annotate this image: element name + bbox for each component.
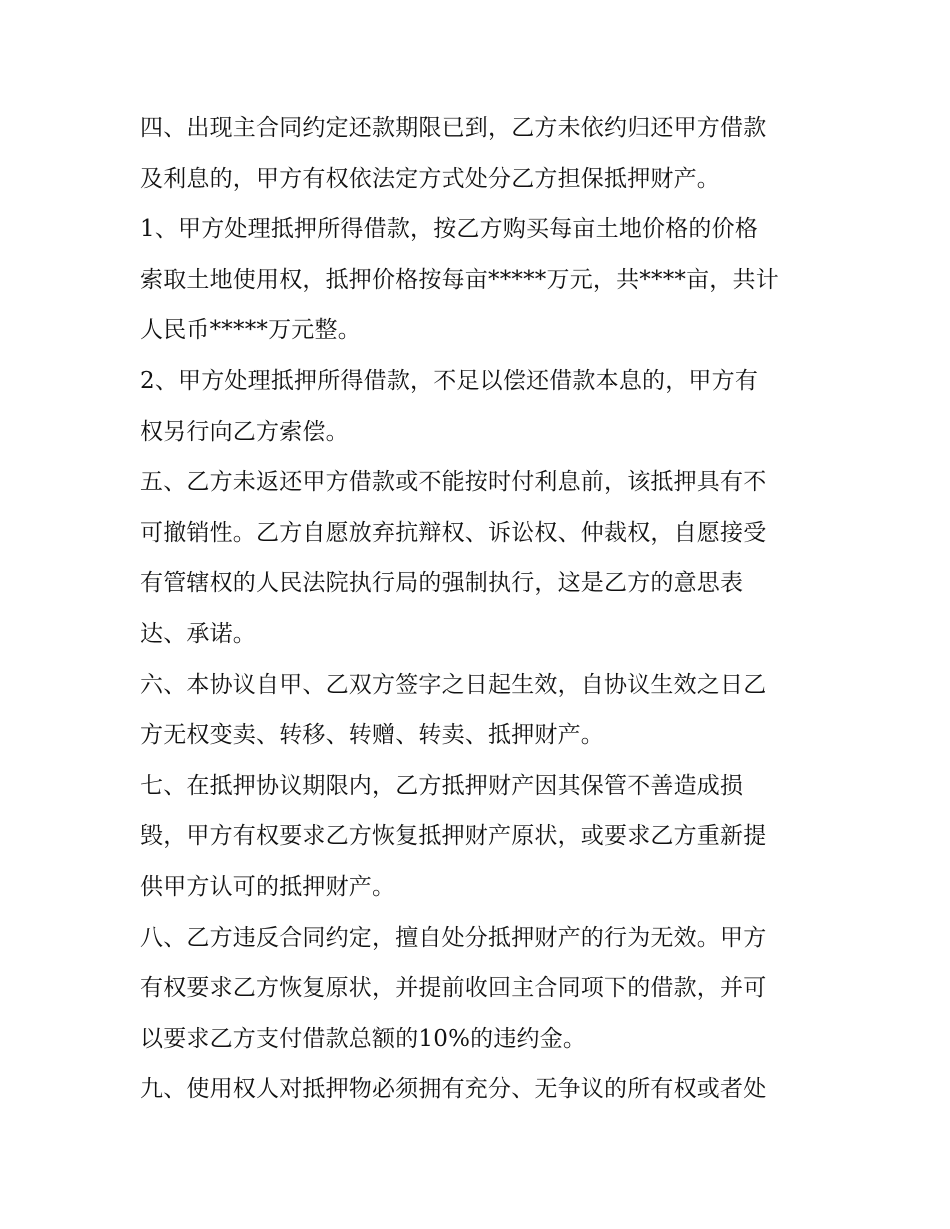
text-line: 七、在抵押协议期限内，乙方抵押财产因其保管不善造成损 <box>140 772 744 799</box>
text-line: 五、乙方未返还甲方借款或不能按时付利息前，该抵押具有不 <box>140 469 767 496</box>
clause-4-item-2 <box>140 356 820 457</box>
text-line: 1、甲方处理抵押所得借款，按乙方购买每亩土地价格的价格 <box>140 216 759 243</box>
text-line: 权另行向乙方索偿。 <box>140 418 349 445</box>
clause-4-item-1 <box>140 204 820 356</box>
text-line: 六、本协议自甲、乙双方签字之日起生效，自协议生效之日乙 <box>140 671 767 698</box>
text-line: 以要求乙方支付借款总额的10%的违约金。 <box>140 1025 587 1052</box>
text-line: 人民币*****万元整。 <box>140 317 361 344</box>
clause-5 <box>140 457 820 659</box>
clause-6 <box>140 660 820 761</box>
text-line: 八、乙方违反合同约定，擅自处分抵押财产的行为无效。甲方 <box>140 924 767 951</box>
clause-4 <box>140 103 820 204</box>
text-line: 达、承诺。 <box>140 620 256 647</box>
text-line: 方无权变卖、转移、转赠、转卖、抵押财产。 <box>140 722 604 749</box>
clause-9 <box>140 1064 820 1115</box>
text-line: 可撤销性。乙方自愿放弃抗辩权、诉讼权、仲裁权，自愿接受 <box>140 519 767 546</box>
text-line: 及利息的，甲方有权依法定方式处分乙方担保抵押财产。 <box>140 165 720 192</box>
text-line: 供甲方认可的抵押财产。 <box>140 873 396 900</box>
text-line: 毁，甲方有权要求乙方恢复抵押财产原状，或要求乙方重新提 <box>140 823 767 850</box>
clause-8 <box>140 913 820 1065</box>
text-line: 索取土地使用权，抵押价格按每亩*****万元，共****亩，共计 <box>140 266 779 293</box>
clause-7 <box>140 761 820 913</box>
text-line: 有管辖权的人民法院执行局的强制执行，这是乙方的意思表 <box>140 570 744 597</box>
text-line: 九、使用权人对抵押物必须拥有充分、无争议的所有权或者处 <box>140 1076 767 1103</box>
text-line: 2、甲方处理抵押所得借款，不足以偿还借款本息的，甲方有 <box>140 367 759 394</box>
document-body <box>140 103 820 1115</box>
text-line: 有权要求乙方恢复原状，并提前收回主合同项下的借款，并可 <box>140 975 767 1002</box>
text-line: 四、出现主合同约定还款期限已到，乙方未依约归还甲方借款 <box>140 115 767 141</box>
